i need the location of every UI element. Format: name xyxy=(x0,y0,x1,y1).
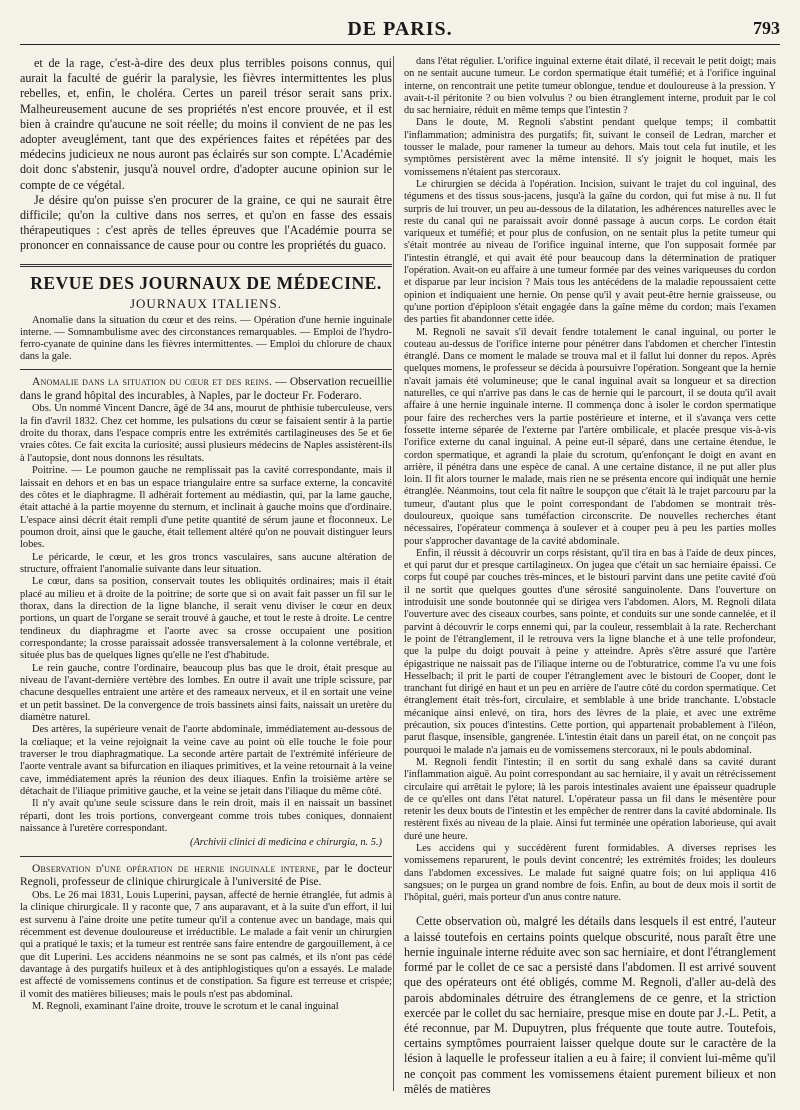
paragraph: Je désire qu'on puisse s'en procurer de la graine, ce qui ne saurait être difficile; qu'on la cultive dans nos serres, et qu'on en fasse des essais thérapeutiques : c'est après de telles épreuves que l'Académie pourra se prononcer en connaissance de cause pour ou contre les propriétés du guaco. xyxy=(20,192,392,253)
paragraph: Cette observation où, malgré les détails dans lesquels il est entré, l'auteur a laissé toutefois en certains points quelque obscurité, nous paraît être une hernie inguinale interne réduite avec son sac herniaire, et dont l'étranglement formé par le collet de ce sac a persisté dans l'abdomen. Il est arrivé souvent que des opérateurs ont été obligés, comme M. Regnoli, d'aller au-delà des parois abdominales détruire des étranglemens de ce genre, et la striction exercée par le collet du sac herniaire, presque mise en doute par J.-L. Petit, a été reconnue, par M. Dupuytren, plus fréquente que toute autre. Toutefois, certains symptômes pourraient laisser quelque doute sur le caractère de la lésion à laquelle le professeur italien a eu à faire; il convient lui-même qu'il ne conçoit pas comment les vomissemens étaient purement bilieux et non mêlés de matières xyxy=(404,914,776,1096)
paragraph: Le cœur, dans sa position, conservait toutes les obliquités ordinaires; mais il était placé au milieu et à droite de la poitrine; de sorte que si on avait fait passer un fil sur le thorax, dans la direction de la ligne blanche, il serait venu diviser le cœur en deux portions, un quart de l'organe se serait trouvé à gauche, et tout le reste à droite. Le centre tendineux du diaphragme et l'aorte avec sa crosse occupaient une position correspondante; la crosse paraissait adossée transversalement à la colonne vertébrale, et située plus bas de quelques lignes qu'elle ne l'est d'habitude. xyxy=(20,576,392,662)
paragraph: Obs. Le 26 mai 1831, Louis Luperini, paysan, affecté de hernie étranglée, fut admis à la clinique chirurgicale. Il y raconte que, 7 ans auparavant, et à la suite d'un effort, il lui est survenu à l'aine droite une petite tumeur qu'il a contenue avec un bandage, mais qui récemment est devenue douloureuse et irréductible. Le malade a fait venir un chirurgien qui a pratiqué le taxis; et la tumeur est rentrée sans faire entendre de gargouillement, à ce que dit Luperini. Les accidens néanmoins ne se sont pas calmés, et ils n'ont pas cédé davantage à des purgatifs huileux et à des antiphlogistiques qu'on a essayés. Le malade est affecté de vomissemens continus et de constipation. Sa figure est terreuse et crispée; il vomit des matières bilieuses; mais le pouls n'est pas abdominal. xyxy=(20,889,392,1000)
article-heading-caps: Observation d'une opération de hernie inguinale interne, xyxy=(32,862,320,875)
page-number: 793 xyxy=(753,18,780,38)
article-separator xyxy=(20,856,392,857)
right-column xyxy=(404,56,776,1097)
left-column xyxy=(20,56,392,1013)
summary xyxy=(20,315,392,364)
article-anomalie xyxy=(20,376,392,849)
guaco-article-end xyxy=(20,56,392,254)
paragraph: M. Regnoli fendit l'intestin; il en sortit du sang exhalé dans sa cavité durant l'inflammation aiguë. Au point correspondant au sac herniaire, il y avait un rétrécissement circulaire qui arrêtait le pylore; là les parois intestinales avaient une épaisseur quadruple de ce qu'elles ont dans l'état naturel. L'opérateur passa un fil dans le mésentère pour retenir les deux bouts de l'intestin et les empêcher de rentrer dans la cavité abdominale. Ils restèrent fixés au niveau de la plaie. Ainsi fut terminée une opération laborieuse, qui avait duré une heure. xyxy=(404,756,776,842)
article-source: (Archivii clinici di medicina e chirurgia, n. 5.) xyxy=(190,837,382,849)
section-separator xyxy=(20,264,392,267)
paragraph: et de la rage, c'est-à-dire des deux plus terribles poisons connus, qui aurait la faculté de guérir la paralysie, les fièvres intermittentes les plus rebelles, et, enfin, le choléra. Certes un pareil trésor serait sans prix. Malheureusement aucune de ses propriétés n'est encore prouvée, et il est bien à craindre qu'aucune ne soit réelle; du moins il convient de ne pas les adopter aveuglément, tant que des expériences faites et répétées par des médecins judicieux ne nous auront pas éclairés sur son compte. L'Académie doit donc s'abstenir, jusqu'à nouvel ordre, d'adopter aucune opinion sur le compte de ce végétal. xyxy=(20,56,392,192)
paragraph: Le chirurgien se décida à l'opération. Incision, suivant le trajet du col inguinal, des tégumens et des tissus sous-jacens, jusqu'à la gaîne du cordon, qui fut mise à nu. Il fut surpris de lui trouver, un peu au-dessous de la dilatation, les adhérences naturelles avec le reste du canal qui ne paraissait avoir donné passage à aucun corps. Le cordon était variqueux et tuméfié; et pour plus de confusion, on ne sentait plus la petite tumeur qui s'était montrée au niveau de l'orifice inguinal interne, que l'on supposait formée par l'intestin étranglé, et qui avait été pour beaucoup dans la détermination de pratiquer l'opération. Avait-on eu affaire à une tumeur formée par des veines variqueuses du cordon et disparue par leur incision ? Mais tous les antécédens de la maladie repoussaient cette opinion et indiquaient une hernie. On pense qu'il y avait peut-être hernie graisseuse, ou qu'une portion d'épiploon s'était engagée dans la gaîne même du cordon; mais l'examen des parties fit abandonner cette idée. xyxy=(404,178,776,326)
article-heading xyxy=(20,863,392,890)
subsection-title: JOURNAUX ITALIENS. xyxy=(129,295,282,311)
paragraph: Le péricarde, le cœur, et les gros troncs vasculaires, sans aucune altération de structure, offraient l'anomalie suivante dans leur situation. xyxy=(20,551,392,575)
paragraph: Obs. Un nommé Vincent Dancre, âgé de 34 ans, mourut de phthisie tuberculeuse, vers la fin d'avril 1832. Chez cet homme, les pulsations du cœur se faisaient sentir à la partie droite du thorax, dans l'espace compris entre les extrémités cartilagineuses des 5e et 6e vraies côtes. Ce fait excita la curiosité; aussi plusieurs médecins de Naples assistèrent-ils à l'autopsie, dont nous donnons les résultats. xyxy=(20,403,392,464)
paragraph: Le rein gauche, contre l'ordinaire, beaucoup plus bas que le droit, était presque au niveau de l'avant-dernière vertèbre des lombes. En outre il avait une triple scissure, par chacune desquelles entraient une artère et des rameaux nerveux, et il en sortait une veine et un petit bassinet. De la convergence de trois bassinets ainsi faits, naissait un uretère du diamètre naturel. xyxy=(20,662,392,724)
editorial-commentary xyxy=(404,914,776,1096)
paragraph: Il n'y avait qu'une seule scissure dans le rein droit, mais il en naissait un bassinet réparti, dont les trois portions, convergeant comme trois tubes coniques, donnaient naissance à l'uretère correspondant. xyxy=(20,798,392,835)
paragraph: Dans le doute, M. Regnoli s'abstint pendant quelque temps; il combattit l'inflammation; administra des purgatifs; fit, suivant le conseil de Ledran, marcher et tousser le malade, pour ramener la tumeur au dehors. Mais tout cela fut inutile, et les symptômes persistèrent avec la même intensité. Il s'y joignit le hoquet, mais les vomissemens n'étaient pas stercoraux. xyxy=(404,117,776,178)
article-hernie xyxy=(20,863,392,1013)
paragraph: Poitrine. — Le poumon gauche ne remplissait pas la cavité correspondante, mais il laissait en dehors et en bas un espace triangulaire entre sa surface externe, la concavité des côtes et le diaphragme. Il adhérait fortement au médiastin, qui, par la lame gauche, était attaché à la partie moyenne du sternum, et inclinait à gauche moins que d'ordinaire. L'espace ainsi décrit était rempli d'une petite quantité de sérum jaune et floconneux. Le poumon droit, ainsi que le gauche, était tellement altéré qu'on ne pouvait distinguer leurs lobes. xyxy=(20,465,392,551)
paragraph: Les accidens qui y succédèrent furent formidables. A diverses reprises les vomissemens reparurent, le pouls devint concentré; les extrémités froides; les douleurs dans l'abdomen excessives. Le malade fut saigné quatre fois; on lui appliqua 416 sangsues; on le purgea un grand nombre de fois. Enfin, au bout de deux mois il sortit de l'hôpital, guéri, mais porteur d'un anus contre nature. xyxy=(404,843,776,904)
article-heading-rest: par le docteur Regnoli, professeur de clinique chirurgicale à l'université de Pise. xyxy=(20,862,393,889)
summary-separator xyxy=(20,369,392,370)
article-heading xyxy=(20,376,392,403)
paragraph: M. Regnoli ne savait s'il devait fendre totalement le canal inguinal, ou porter le couteau au-dessus de l'orifice interne pour pénétrer dans l'abdomen et chercher l'intestin étranglé. Dans ce moment le malade se trouva mal et il fallut lui donner du repos. Après quelques momens, le professeur se décida à poursuivre l'opération. Songeant que la hernie n'avait jamais été volumineuse; que le canal inguinal avait sa longueur et sa direction naturelles, ce qui n'arrive pas dans le cas de hernie qui le parcourt, il se douta qu'il avait affaire à une hernie inguinale interne. Il commença donc à isoler le cordon spermatique pour faire des recherches vers la partie postérieure et interne, et il s'avança vers cette fossette interne séparée de l'externe par l'artère ombilicale, et placée presque vis-à-vis l'orifice externe du canal inguinal. A peine eut-il séparé, dans une certaine étendue, le cordon spermatique, et agrandi la plaie du scrotum, qu'enfonçant le doigt en avant en arrière, il pénétra dans une espèce de canal. A une certaine distance, il ne put aller plus loin. Il fit alors tourner le malade, mais rien ne se présenta encore qui indiquât une hernie étranglée. Néanmoins, tout cela fit naître le soupçon que c'était là le trajet parcouru par la tumeur, d'autant plus que le point correspondant de l'abdomen se montrait très-douloureux, quoique sans tuméfaction circonscrite. De nouvelles recherches étant nécessaires, l'opérateur commença à soulever et à couper peu à peu les parties molles pour s'approcher davantage de la cavité abdominale. xyxy=(404,326,776,547)
article-heading-caps: Anomalie dans la situation du cœur et des reins. xyxy=(32,376,273,389)
running-head xyxy=(20,18,780,45)
summary-text: Anomalie dans la situation du cœur et des reins. — Opération d'une hernie inguinale interne. — Somnambulisme avec des circonstances remarquables. — Emploi de l'hydro-ferro-cyanate de quinine dans les fièvres intermittentes. — Emploi du chlorure de chaux dans la gale. xyxy=(20,314,392,363)
paragraph: dans l'état régulier. L'orifice inguinal externe était dilaté, il recevait le petit doigt; mais on ne sentait aucune tumeur. Le cordon spermatique était tuméfié; et à l'orifice inguinal interne, on rencontrait une petite tumeur oblongue, tendue et douloureuse à la pression. Y avait-t-il péritonite ? ou bien volvulus ? ou bien étranglement interne, produit par le col du sac herniaire, réduit en même temps que l'intestin ? xyxy=(404,56,776,117)
running-title: DE PARIS. xyxy=(347,18,453,40)
section-title: REVUE DES JOURNAUX DE MÉDECINE. xyxy=(30,272,382,293)
paragraph: M. Regnoli, examinant l'aine droite, trouve le scrotum et le canal inguinal xyxy=(32,1000,339,1012)
article-heading-rest: — Observation recueillie dans le grand hôpital des incurables, à Naples, par le docteur Fr. Foderaro. xyxy=(20,376,392,402)
column-divider xyxy=(393,56,394,1091)
paragraph: Des artères, la supérieure venait de l'aorte abdominale, immédiatement au-dessous de la cœliaque; et la veine rejoignait la veine cave au point où elle touche le foie pour traverser le trou diaphragmatique. La seconde artère partait de l'extrémité inférieure de l'aorte ventrale avant sa bifurcation en iliaques primitives, et la veine retournait à la veine cave, immédiatement après la réunion des deux iliaques. Enfin la troisième artère se détachait de l'iliaque primitive gauche, et la veine se jetait dans l'iliaque du même côté. xyxy=(20,724,392,798)
paragraph: Enfin, il réussit à découvrir un corps résistant, qu'il tira en bas à l'aide de deux pinces, et qui parut dur et presque cartilagineux. On jugea que c'était un sac herniaire épaissi. Ce corps fut coupé par couches très-minces, et le bistouri parvint dans une petite cavité d'où il ne sortit que quelques gouttes d'une sérosité sanguinolente. Dans l'ouverture on introduisit une sonde boutonnée qui se dirigea vers l'abdomen. Alors, M. Regnoli dilata l'ouverture avec des ciseaux courbes, sans pointe, et conduits sur une sonde cannelée, et il parvint à découvrir le corps ennemi qui, par la couleur, ressemblait à la rate. Recherchant le point de l'étranglement, il le retrouva vers la ligne blanche et à une telle profondeur, que la pulpe du doigt pouvait à peine y atteindre. Après s'être assuré que l'artère épigastrique ne naissait pas de l'iliaque interne ou de l'obturatrice, comme l'a vu une fois Hesselbach; il prit le parti de couper l'étranglement avec le bistouri de Cooper, dont le tranchant fut dirigé en haut et un peu en arrière de l'autre côté du cordon spermatique. Cet étranglement était très-fort, circulaire, et semblable à une bride tranchante. L'obstacle mécanique ainsi enlevé, on tira, hors des lèvres de la plaie, et avec une extrême précaution, six pouces d'intestins. Cette portion, qui appartenait probablement à l'iléon, parut flasque, insensible, gangrenée. L'intestin était dans un pareil état, on ne conçoit pas pourquoi le malade n'a jamais eu de vomissemens stercoraux, ni le pouls abdominal. xyxy=(404,547,776,756)
